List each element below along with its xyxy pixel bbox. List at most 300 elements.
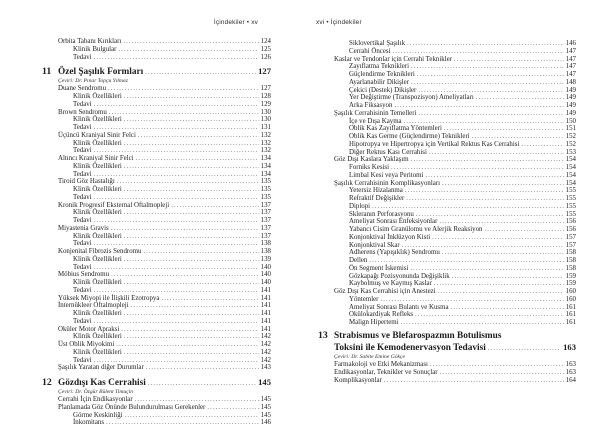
page-number: 155 (565, 202, 576, 210)
toc-entry[interactable] (318, 280, 576, 288)
entry-title: Klinik Bulgular (73, 45, 117, 53)
entry-title: Güçlendirme Teknikleri (349, 71, 415, 78)
page-number: 125 (260, 45, 271, 53)
entry-title: Göz Dışı Kas Cerrahisi için Anestezi (334, 288, 436, 295)
entry-title: Duane Sendromu (58, 85, 107, 93)
dot-leader (94, 101, 259, 109)
dot-leader (406, 195, 563, 203)
toc-entry[interactable] (318, 369, 576, 377)
entry-title: Planlamada Göz Önünde Bulundurulması Gerekenler (58, 403, 206, 411)
dot-leader (488, 344, 561, 355)
entry-title: Konjonktival Skar (349, 241, 400, 249)
toc-entry[interactable] (42, 326, 271, 334)
dot-leader (117, 178, 259, 186)
dot-leader (124, 163, 259, 171)
entry-title: Çeviri: Dr. Pınar Topçu Yılmaz (58, 78, 128, 85)
entry-title: Tedavi (73, 240, 92, 248)
page-number: 142 (260, 333, 271, 341)
page-number: 138 (260, 248, 271, 256)
page-number: 148 (565, 78, 576, 86)
dot-leader (135, 396, 259, 404)
page-number: 141 (260, 286, 271, 294)
entry-title: İnkomitans (73, 419, 105, 427)
page-number: 152 (565, 140, 576, 148)
page-number: 127 (258, 65, 271, 76)
page-number: 156 (565, 218, 576, 226)
page-number: 147 (565, 55, 576, 63)
entry-title: Özel Şaşılık Formları (58, 66, 144, 77)
dot-leader (148, 379, 256, 390)
toc-entry[interactable] (42, 396, 271, 404)
dot-leader (124, 186, 259, 194)
toc-chapter-entry[interactable] (318, 331, 576, 342)
dot-leader (111, 225, 259, 233)
dot-leader (521, 141, 563, 149)
toc-entry[interactable] (42, 54, 271, 62)
dot-leader (94, 124, 259, 132)
dot-leader (207, 404, 258, 412)
toc-entry[interactable] (318, 63, 576, 71)
toc-entry[interactable] (42, 264, 271, 272)
entry-title: Möbius Sendromu (58, 271, 110, 279)
toc-entry[interactable] (42, 225, 271, 233)
dot-leader (124, 279, 259, 287)
dot-leader (94, 194, 259, 202)
page-number: 135 (260, 186, 271, 194)
page-number: 130 (260, 116, 271, 124)
toc-entry[interactable] (42, 124, 271, 132)
toc-entry[interactable] (42, 147, 271, 155)
toc-entry[interactable] (42, 217, 271, 225)
entry-title: Klinik Özellikleri (73, 93, 122, 101)
toc-entry[interactable] (318, 56, 576, 64)
toc-entry[interactable] (318, 110, 576, 118)
entry-title: Klinik Özellikleri (73, 209, 122, 217)
dot-leader (109, 109, 259, 117)
dot-leader (417, 71, 564, 79)
page-number: 130 (260, 108, 271, 116)
entry-title: Klinik Özellikleri (73, 279, 122, 287)
entry-title: Tedavi (73, 170, 92, 178)
entry-title: Çekici (Destek) Dikişler (349, 86, 417, 94)
page-number: 149 (565, 86, 576, 94)
dot-leader (94, 240, 259, 248)
entry-title: Yer Değiştirme (Transpozisyon) Ameliyatları (349, 94, 474, 102)
toc-entry[interactable] (318, 180, 576, 188)
dot-leader (94, 217, 259, 225)
page-number: 149 (565, 102, 576, 109)
entry-title: Göz Dışı Kaslara Yaklaşım (334, 156, 409, 164)
page-number: 161 (565, 303, 576, 311)
entry-title: Yöntemler (349, 295, 379, 303)
page-number: 142 (260, 341, 271, 349)
toc-entry[interactable] (42, 202, 271, 210)
toc-entry[interactable] (42, 233, 271, 241)
entry-title: Miyastenia Gravis (58, 224, 109, 232)
toc-entry[interactable] (318, 48, 576, 56)
dot-leader (131, 302, 259, 310)
toc-entry[interactable] (318, 87, 576, 95)
toc-entry[interactable] (42, 93, 271, 101)
dot-leader (404, 118, 564, 126)
entry-title: Klinik Özellikleri (73, 232, 122, 240)
entry-title: Cerrahi Öncesi (349, 47, 391, 55)
toc-entry[interactable] (42, 186, 271, 194)
entry-title: Dellen (349, 257, 368, 264)
entry-title: Görme Keskinliği (73, 411, 123, 419)
page-number: 153 (565, 148, 576, 156)
page-number: 135 (260, 178, 271, 186)
dot-leader (106, 419, 259, 427)
dot-leader (124, 233, 259, 241)
chapter-number: 13 (318, 330, 328, 342)
entry-title: Çeviri: Dr. Özgür Bülent Timuçin (58, 389, 134, 396)
dot-leader (444, 125, 564, 133)
toc-entry[interactable] (318, 203, 576, 211)
dot-leader (94, 318, 259, 326)
entry-title: Tedavi (73, 217, 92, 225)
entry-title: Oblik Kas Germe (Güçlendirme) Teknikleri (349, 133, 470, 140)
dot-leader (438, 288, 564, 296)
dot-leader (94, 264, 259, 272)
page-number: 147 (565, 71, 576, 78)
toc-entry[interactable] (42, 333, 271, 341)
page-number: 141 (260, 302, 271, 310)
toc-entry[interactable] (318, 273, 576, 281)
dot-leader (94, 54, 259, 62)
toc-entry[interactable] (318, 249, 576, 257)
running-header-right: xvi • İçindekiler (316, 19, 362, 26)
dot-leader (116, 341, 258, 349)
toc-column-left (42, 38, 271, 427)
toc-entry[interactable] (42, 419, 271, 427)
dot-leader (143, 248, 258, 256)
entry-title: Tedavi (73, 286, 92, 294)
entry-title: İçe ve Dışa Kayma (349, 117, 402, 125)
dot-leader (145, 68, 256, 79)
page-number: 160 (565, 295, 576, 303)
page-number: 156 (565, 226, 576, 233)
page-number: 145 (260, 396, 271, 404)
dot-leader (418, 87, 563, 95)
toc-entry[interactable] (318, 377, 576, 385)
toc-entry[interactable] (42, 310, 271, 318)
toc-translator-line (42, 389, 271, 396)
entry-title: Üst Oblik Miyokimi (58, 341, 115, 349)
dot-leader (380, 296, 563, 304)
dot-leader (94, 357, 259, 365)
toc-entry[interactable] (42, 404, 271, 412)
toc-entry[interactable] (42, 171, 271, 179)
dot-leader (393, 48, 564, 56)
toc-entry[interactable] (42, 271, 271, 279)
page-number: 137 (260, 201, 271, 209)
page-number: 137 (260, 217, 271, 225)
entry-title: Şaşılık Cerrahisinin Komplikasyonları (334, 179, 441, 187)
page-number: 163 (565, 369, 576, 377)
toc-entry[interactable] (318, 288, 576, 296)
dot-leader (430, 361, 564, 369)
page-number: 134 (260, 162, 271, 170)
toc-entry[interactable] (318, 164, 576, 172)
toc-entry[interactable] (318, 94, 576, 102)
dot-leader (411, 156, 564, 164)
entry-title: Forniks Kesisi (349, 164, 390, 171)
entry-title: Diplopi (349, 202, 371, 210)
dot-leader (410, 265, 563, 273)
toc-entry[interactable] (318, 296, 576, 304)
page-number: 146 (260, 419, 271, 427)
toc-entry[interactable] (42, 85, 271, 93)
page-number: 137 (260, 224, 271, 232)
toc-entry[interactable] (318, 149, 576, 157)
page-number: 157 (565, 241, 576, 249)
dot-leader (401, 319, 564, 327)
page-number: 134 (260, 170, 271, 178)
toc-chapter-entry[interactable] (318, 342, 576, 355)
toc-entry[interactable] (318, 195, 576, 203)
entry-title: Klinik Özellikleri (73, 139, 122, 147)
toc-entry[interactable] (42, 163, 271, 171)
page-number: 161 (565, 311, 576, 319)
page-number: 127 (260, 85, 271, 93)
toc-entry[interactable] (42, 132, 271, 140)
toc-entry[interactable] (42, 341, 271, 349)
dot-leader (138, 132, 259, 140)
page-number: 149 (565, 109, 576, 117)
entry-title: Klinik Özellikleri (73, 310, 122, 318)
toc-entry[interactable] (42, 302, 271, 310)
dot-leader (405, 187, 564, 195)
toc-entry[interactable] (42, 364, 271, 372)
toc-entry[interactable] (42, 412, 271, 420)
page-number: 163 (565, 361, 576, 369)
toc-entry[interactable] (318, 141, 576, 149)
toc-entry[interactable] (42, 109, 271, 117)
toc-entry[interactable] (318, 156, 576, 164)
page-number: 135 (260, 193, 271, 201)
toc-entry[interactable] (318, 102, 576, 110)
toc-entry[interactable] (318, 218, 576, 226)
toc-entry[interactable] (318, 187, 576, 195)
page-number: 142 (260, 348, 271, 356)
entry-title: Arka Fiksasyon (349, 102, 393, 109)
toc-entry[interactable] (318, 265, 576, 273)
dot-leader (125, 412, 259, 420)
toc-entry[interactable] (318, 311, 576, 319)
page-number: 145 (260, 403, 271, 411)
dot-leader (124, 140, 259, 148)
dot-leader (472, 133, 564, 141)
entry-title: Oblik Kas Zayıflatma Yöntemleri (349, 125, 442, 133)
toc-entry[interactable] (42, 155, 271, 163)
dot-leader (439, 218, 563, 226)
toc-column-right (318, 40, 576, 385)
toc-entry[interactable] (42, 248, 271, 256)
entry-title: Skleranın Perforasyonu (349, 210, 414, 218)
page-number: 137 (260, 232, 271, 240)
dot-leader (111, 271, 259, 279)
dot-leader (369, 257, 563, 265)
toc-entry[interactable] (42, 318, 271, 326)
entry-title: Zayıflatma Teknikleri (349, 63, 410, 71)
toc-entry[interactable] (42, 38, 271, 46)
toc-entry[interactable] (318, 40, 576, 48)
toc-entry[interactable] (318, 319, 576, 327)
page-number: 147 (565, 63, 576, 71)
chapter-number: 12 (42, 376, 52, 388)
entry-title: Şaşılık Yaratan diğer Durumlar (58, 364, 144, 372)
page-number: 145 (260, 411, 271, 419)
entry-title: Farmakoloji ve Etki Mekanizması (334, 361, 428, 369)
toc-entry[interactable] (42, 101, 271, 109)
toc-entry[interactable] (42, 209, 271, 217)
page-number: 163 (563, 341, 576, 352)
dot-leader (418, 110, 563, 118)
dot-leader (394, 102, 563, 110)
entry-title: Tedavi (73, 193, 92, 201)
entry-title: Tedavi (73, 147, 92, 155)
page-number: 151 (565, 125, 576, 133)
toc-entry[interactable] (42, 194, 271, 202)
page-number: 147 (565, 47, 576, 55)
toc-entry[interactable] (42, 140, 271, 148)
dot-leader (118, 46, 258, 54)
page-number: 145 (258, 376, 271, 387)
toc-entry[interactable] (318, 234, 576, 242)
dot-leader (124, 333, 259, 341)
page-number: 160 (565, 288, 576, 295)
page-number: 154 (565, 179, 576, 187)
dot-leader (372, 203, 564, 211)
toc-chapter-entry[interactable] (42, 377, 271, 390)
page-number: 161 (565, 319, 576, 326)
dot-leader (136, 155, 259, 163)
dot-leader (124, 256, 259, 264)
page-number: 134 (260, 155, 271, 163)
toc-entry[interactable] (42, 349, 271, 357)
entry-title: Klinik Özellikleri (73, 186, 122, 194)
toc-translator-line (42, 78, 271, 85)
dot-leader (476, 94, 564, 102)
toc-entry[interactable] (42, 240, 271, 248)
dot-leader (124, 209, 259, 217)
entry-title: Konjonktival İnklüzyon Kisti (349, 233, 431, 241)
page-number: 129 (260, 100, 271, 108)
dot-leader (407, 40, 564, 48)
dot-leader (411, 79, 564, 87)
dot-leader (434, 280, 564, 288)
dot-leader (415, 311, 564, 319)
toc-entry[interactable] (42, 287, 271, 295)
dot-leader (146, 364, 259, 372)
toc-entry[interactable] (318, 133, 576, 141)
page-number: 131 (260, 124, 271, 132)
dot-leader (384, 377, 564, 385)
page-number: 152 (565, 133, 576, 140)
toc-entry[interactable] (42, 357, 271, 365)
entry-title: Tedavi (73, 53, 92, 61)
entry-title: Klinik Özellikleri (73, 255, 122, 263)
entry-title: Ameliyat Sonrası Bulantı ve Kusma (349, 303, 449, 311)
toc-entry[interactable] (318, 211, 576, 219)
page-number: 141 (260, 317, 271, 325)
toc-entry[interactable] (318, 172, 576, 180)
dot-leader (411, 63, 564, 71)
entry-title: Tedavi (73, 100, 92, 108)
chapter-number: 11 (42, 65, 52, 77)
dot-leader (123, 38, 258, 46)
toc-entry[interactable] (318, 71, 576, 79)
toc-entry[interactable] (42, 295, 271, 303)
page-number: 155 (565, 195, 576, 202)
entry-title: Kaybolmuş ve Kaymış Kaslar (349, 280, 432, 288)
dot-leader (108, 85, 259, 93)
entry-title: Strabismus ve Blefarospazmın Botulismus (334, 331, 502, 342)
entry-title: Kaslar ve Tendonlar için Cerrahi Teknikler (334, 55, 452, 63)
dot-leader (416, 211, 564, 219)
page-number: 141 (260, 325, 271, 333)
toc-entry[interactable] (42, 256, 271, 264)
dot-leader (452, 273, 564, 281)
toc-entry[interactable] (42, 46, 271, 54)
page-number: 150 (565, 117, 576, 125)
toc-chapter-entry[interactable] (42, 66, 271, 79)
toc-entry[interactable] (318, 304, 576, 312)
toc-entry[interactable] (42, 116, 271, 124)
toc-entry[interactable] (318, 242, 576, 250)
page-number: 154 (565, 156, 576, 164)
toc-entry[interactable] (42, 178, 271, 186)
page-number: 138 (260, 240, 271, 248)
entry-title: Ayarlanabilir Dikişler (349, 78, 410, 86)
dot-leader (171, 202, 258, 210)
toc-entry[interactable] (318, 361, 576, 369)
entry-title: Gözdışı Kas Cerrahisi (58, 377, 146, 388)
toc-entry[interactable] (318, 226, 576, 234)
entry-title: Klinik Özellikleri (73, 333, 122, 341)
entry-title: Şaşılık Cerrahisinin Temelleri (334, 109, 417, 117)
toc-entry[interactable] (318, 257, 576, 265)
dot-leader (442, 249, 564, 257)
entry-title: Ön Segment İskemisi (349, 264, 409, 272)
entry-title: Orbita Tabanı Kırıkları (58, 38, 122, 45)
page-number: 157 (565, 233, 576, 241)
entry-title: Çeviri: Dr. Sabite Emine Gökçe (334, 354, 405, 361)
dot-leader (402, 242, 564, 250)
page-number: 132 (260, 131, 271, 139)
entry-title: Tedavi (73, 356, 92, 364)
entry-title: Yetersiz Hizalanma (349, 187, 403, 195)
entry-title: Refraktif Değişikler (349, 195, 405, 202)
entry-title: Cerrahi İçin Endikasyonlar (58, 396, 133, 404)
dot-leader (124, 310, 259, 318)
page-number: 132 (260, 147, 271, 155)
entry-title: Siklovertikal Şaşılık (349, 40, 406, 47)
toc-entry[interactable] (318, 125, 576, 133)
page-number: 158 (565, 264, 576, 272)
dot-leader (121, 326, 258, 334)
toc-entry[interactable] (318, 118, 576, 126)
page-number: 146 (565, 40, 576, 47)
entry-title: Yabancı Cisim Granülomu ve Alerjik Reaksiyon (349, 226, 483, 233)
page-number: 140 (260, 263, 271, 271)
toc-entry[interactable] (318, 79, 576, 87)
entry-title: Malign Hipertemi (349, 319, 399, 326)
toc-entry[interactable] (42, 279, 271, 287)
dot-leader (124, 116, 259, 124)
dot-leader (94, 287, 259, 295)
